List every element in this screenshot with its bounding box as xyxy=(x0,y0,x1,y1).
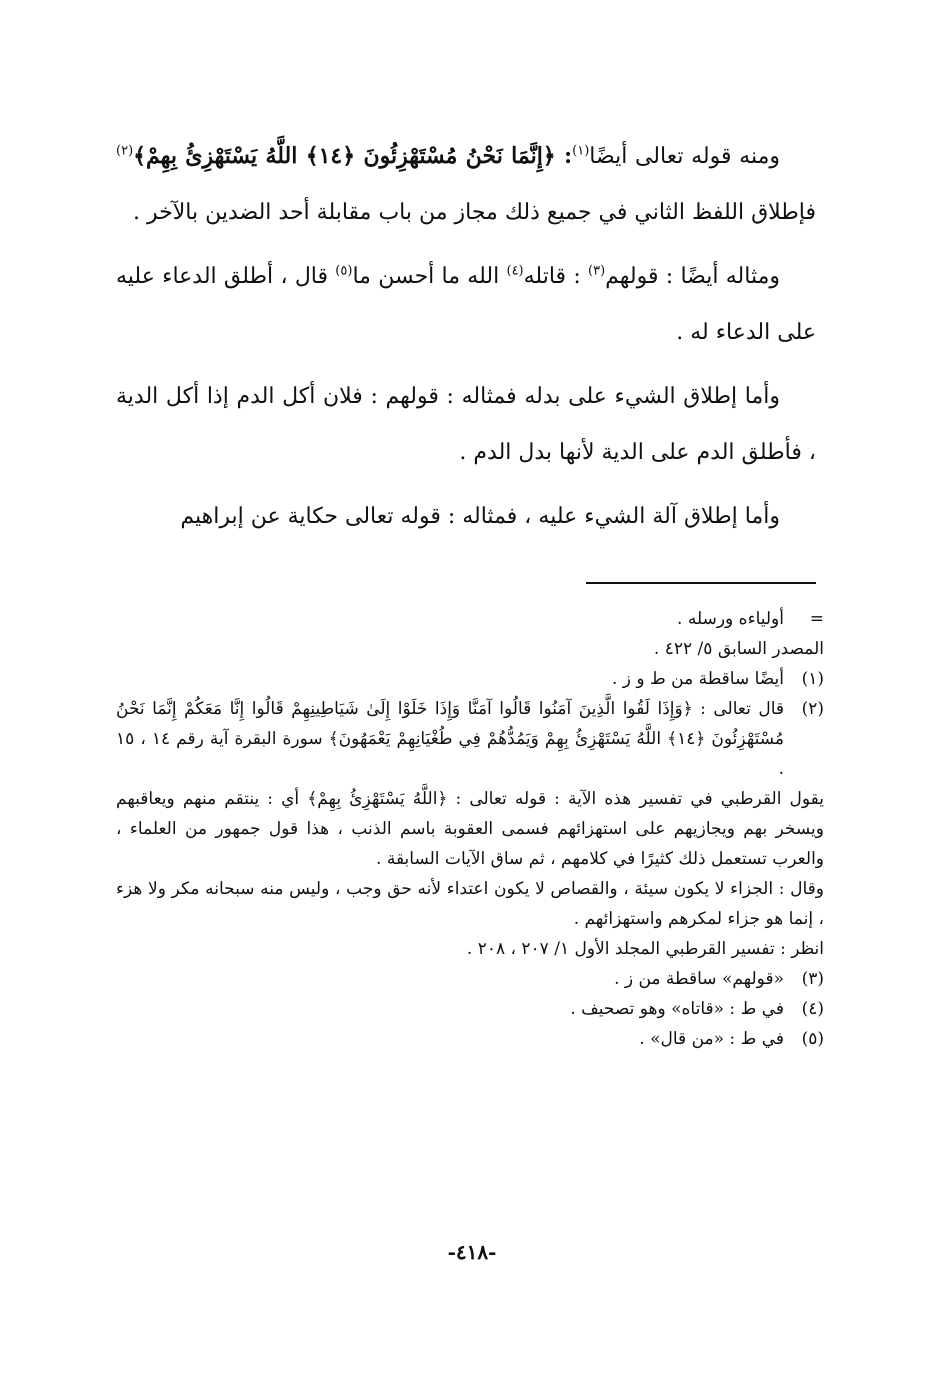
footnote-2-commentary: يقول القرطبي في تفسير هذه الآية : قوله تعالى : ﴿اللَّهُ يَسْتَهْزِئُ بِهِمْ﴾ أي : ينتقم منهم ويعاقبهم ويسخر بهم ويجازيهم على استهزائهم فسمى العقوبة باسم الذنب ، هذا قول جمهور من العلماء ، والعرب تستعمل ذلك كثيرًا في كلامهم ، ثم ساق الآيات السابقة . xyxy=(116,789,824,869)
paragraph-2-part-b: : قاتله xyxy=(523,264,588,289)
continuation-mark: = xyxy=(809,609,824,629)
continuation-line-2: المصدر السابق ٥/ ٤٢٢ . xyxy=(653,639,824,659)
footnote-2-number: (٢) xyxy=(801,699,824,719)
footnote-1-text: أيضًا ساقطة من ط و ز . xyxy=(611,669,784,689)
paragraph-1 xyxy=(116,128,816,241)
footnote-5-text: في ط : «من قال» . xyxy=(639,1029,784,1049)
paragraph-1-rest: فإطلاق اللفظ الثاني في جميع ذلك مجاز من باب مقابلة أحد الضدين بالآخر . xyxy=(133,200,816,225)
footnotes xyxy=(116,604,824,1054)
footnote-2-body xyxy=(116,694,784,784)
page-number: -٤١٨- xyxy=(447,1240,497,1264)
continuation-line-1: أولياءه ورسله . xyxy=(677,609,784,629)
footnote-3-text: «قولهم» ساقطة من ز . xyxy=(614,969,784,989)
footnote-5-number: (٥) xyxy=(801,1029,824,1049)
footnote-4-number: (٤) xyxy=(801,999,824,1019)
footnote-ref-1: (١) xyxy=(572,143,590,159)
paragraph-4: وأما إطلاق آلة الشيء عليه ، فمثاله : قوله تعالى حكاية عن إبراهيم xyxy=(180,504,780,529)
footnote-ref-5: (٥) xyxy=(335,263,353,279)
footnote-2-reference: انظر : تفسير القرطبي المجلد الأول ١/ ٢٠٧ ، ٢٠٨ . xyxy=(466,939,824,959)
footnote-ref-4: (٤) xyxy=(506,263,524,279)
footnote-3 xyxy=(116,964,824,994)
footnote-5 xyxy=(116,1024,824,1054)
paragraph-2-part-a: ومثاله أيضًا : قولهم xyxy=(605,264,780,289)
footnote-divider xyxy=(586,582,816,584)
paragraph-1-intro: ومنه قوله تعالى أيضًا xyxy=(589,144,780,169)
footnote-1-number: (١) xyxy=(801,669,824,689)
quran-verse: : ﴿إِنَّمَا نَحْنُ مُسْتَهْزِئُونَ ﴿١٤﴾ اللَّهُ يَسْتَهْزِئُ بِهِمْ﴾ xyxy=(133,143,573,169)
footnote-3-number: (٣) xyxy=(801,969,824,989)
paragraph-2 xyxy=(116,249,816,361)
paragraph-3: وأما إطلاق الشيء على بدله فمثاله : قولهم : فلان أكل الدم إذا أكل الدية ، فأطلق الدم على الدية لأنها بدل الدم . xyxy=(116,384,816,465)
paragraph-2-part-d: قال ، أطلق الدعاء عليه على الدعاء له . xyxy=(116,264,816,345)
footnote-continuation xyxy=(116,604,824,634)
footnote-4 xyxy=(116,994,824,1024)
footnote-4-text: في ط : «قاتاه» وهو تصحيف . xyxy=(570,999,784,1019)
main-text xyxy=(116,128,816,553)
footnote-ref-2: (٢) xyxy=(116,143,134,159)
footnote-ref-3: (٣) xyxy=(588,263,606,279)
paragraph-2-part-c: الله ما أحسن ما xyxy=(352,264,507,289)
footnote-1 xyxy=(116,664,824,694)
footnote-2-verse: قال تعالى : ﴿وَإِذَا لَقُوا الَّذِينَ آمَنُوا قَالُوا آمَنَّا وَإِذَا خَلَوْا إِلَىٰ شَيَاطِينِهِمْ قَالُوا إِنَّا مَعَكُمْ إِنَّمَا نَحْنُ مُسْتَهْزِئُونَ ﴿١٤﴾ اللَّهُ يَسْتَهْزِئُ بِهِمْ وَيَمُدُّهُمْ فِي طُغْيَانِهِمْ يَعْمَهُونَ﴾ سورة البقرة آية رقم ١٤ ، ١٥ . xyxy=(116,699,785,779)
footnote-2 xyxy=(116,694,824,784)
footnote-2-quote: وقال : الجزاء لا يكون سيئة ، والقصاص لا يكون اعتداء لأنه حق وجب ، وليس منه سبحانه مكر ولا هزء ، إنما هو جزاء لمكرهم واستهزائهم . xyxy=(116,879,824,929)
